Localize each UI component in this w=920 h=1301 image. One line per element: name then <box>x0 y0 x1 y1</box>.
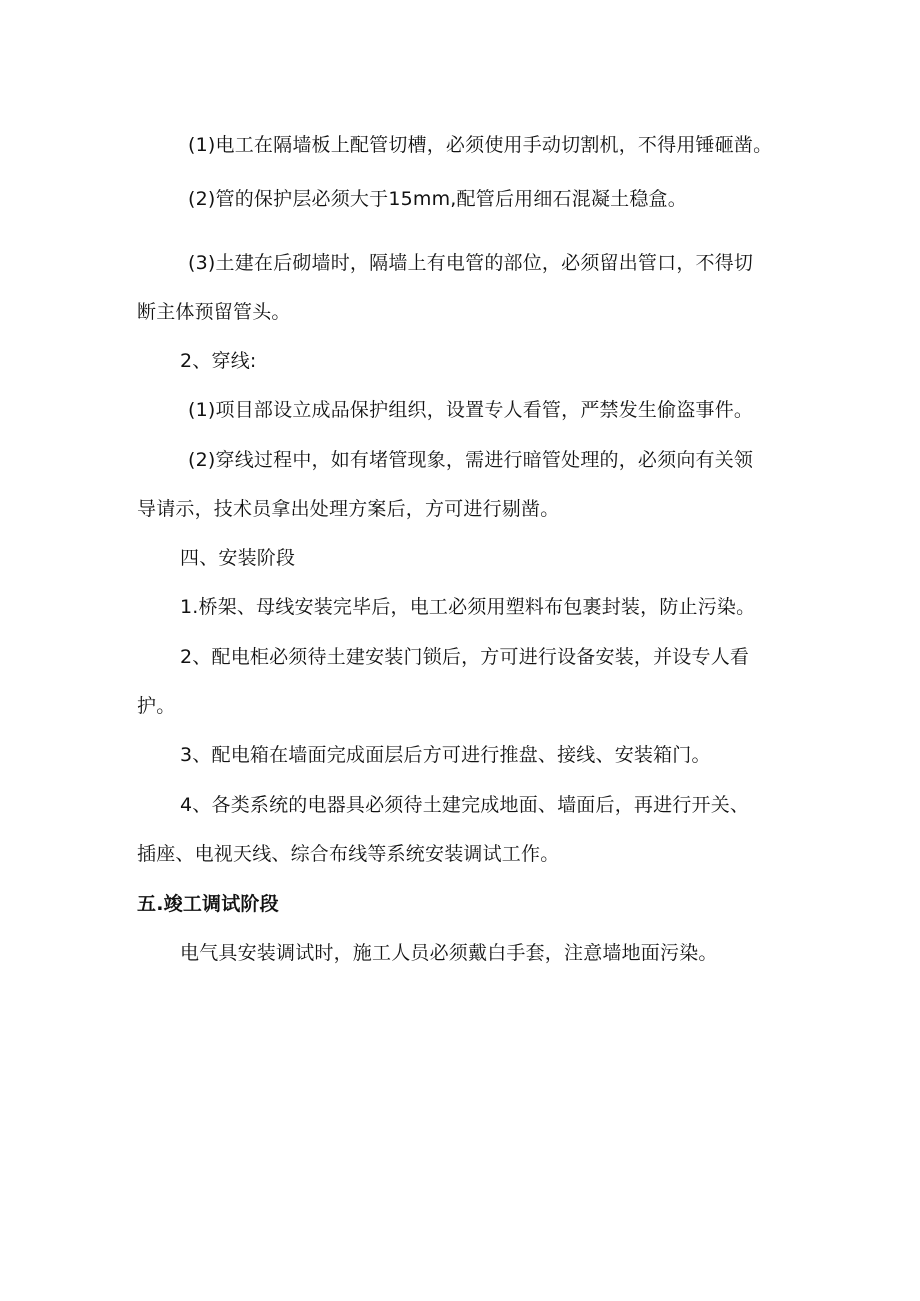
heading-wiring: 2、穿线: <box>180 350 257 372</box>
para-masonry-wall-line1: (3)土建在后砌墙时，隔墙上有电管的部位，必须留出管口，不得切 <box>188 252 754 274</box>
para-electrical-appliances-line1: 4、各类系统的电器具必须待土建完成地面、墙面后，再进行开关、 <box>180 794 750 816</box>
para-bridge-busbar: 1.桥架、母线安装完毕后，电工必须用塑料布包裹封装，防止污染。 <box>180 596 756 618</box>
para-partition-slotting: (1)电工在隔墙板上配管切槽，必须使用手动切割机，不得用锤砸凿。 <box>188 134 773 156</box>
para-distribution-cabinet-line1: 2、配电柜必须待土建安装门锁后，方可进行设备安装，并设专人看 <box>180 646 750 668</box>
para-commissioning-gloves: 电气具安装调试时，施工人员必须戴白手套，注意墙地面污染。 <box>180 942 718 964</box>
para-protective-layer: (2)管的保护层必须大于15mm,配管后用细石混凝土稳盒。 <box>188 188 687 210</box>
para-distribution-box: 3、配电箱在墙面完成面层后方可进行推盘、接线、安装箱门。 <box>180 744 711 766</box>
heading-installation-stage: 四、安装阶段 <box>180 547 296 569</box>
para-protection-organization: (1)项目部设立成品保护组织，设置专人看管，严禁发生偷盗事件。 <box>188 399 754 421</box>
para-distribution-cabinet-line2: 护。 <box>137 695 176 717</box>
para-blocked-pipe-line1: (2)穿线过程中，如有堵管现象，需进行暗管处理的，必须向有关领 <box>188 449 754 471</box>
heading-completion-commissioning: 五.竣工调试阶段 <box>137 893 279 915</box>
para-electrical-appliances-line2: 插座、电视天线、综合布线等系统安装调试工作。 <box>137 843 560 865</box>
para-blocked-pipe-line2: 导请示，技术员拿出处理方案后，方可进行剔凿。 <box>137 498 560 520</box>
para-masonry-wall-line2: 断主体预留管头。 <box>137 301 291 323</box>
